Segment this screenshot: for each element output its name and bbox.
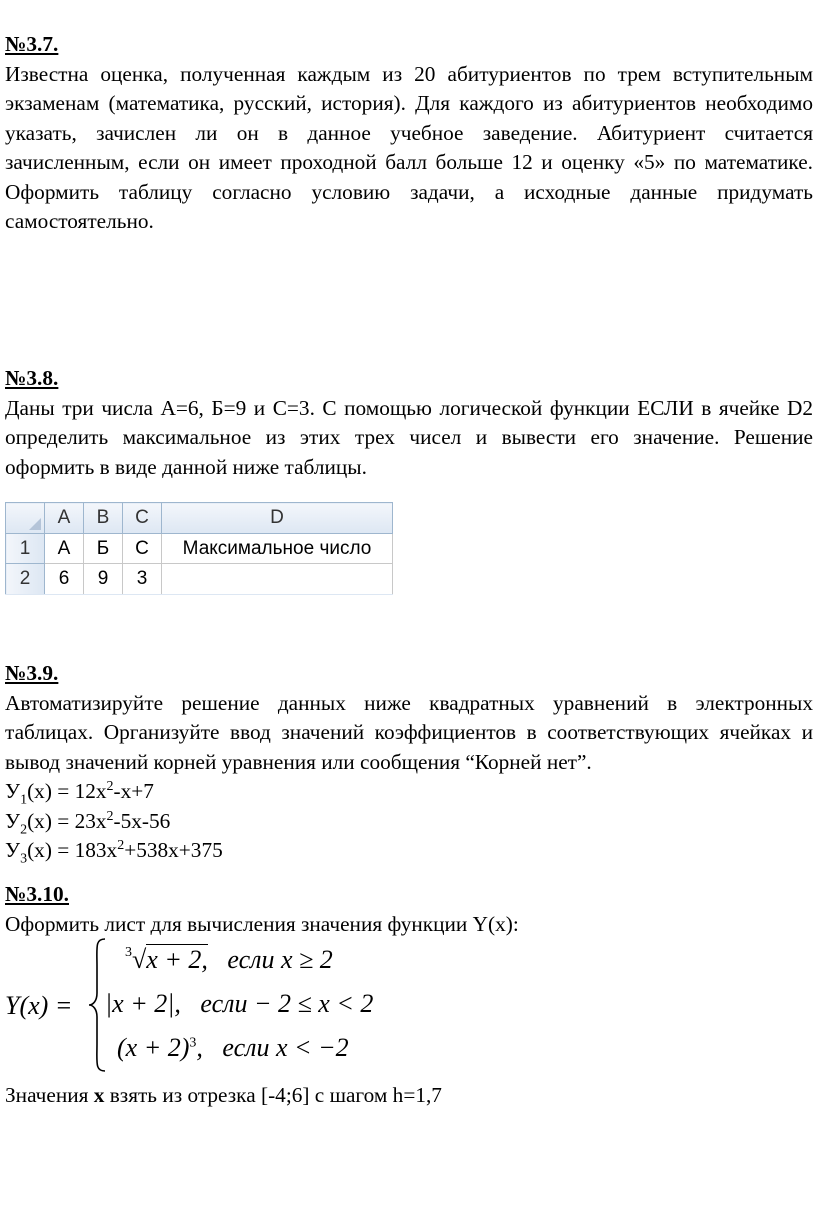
case-1-expression: x + 2, <box>146 945 208 974</box>
cell-b2[interactable]: 9 <box>84 564 123 595</box>
task-3-8-text: Даны три числа А=6, Б=9 и С=3. С помощью логической функции ЕСЛИ в ячейке D2 определить максимальное из этих трех чисел и вывести его значение. Решение оформить в виде данной ниже таблицы. <box>5 395 813 479</box>
col-header-c[interactable]: C <box>123 503 162 534</box>
formula-case-1 <box>125 945 333 980</box>
spreadsheet-example <box>5 502 393 595</box>
case-1-condition: если x ≥ 2 <box>227 945 333 974</box>
task-3-8 <box>5 364 813 482</box>
cell-c1[interactable]: С <box>123 533 162 564</box>
radical-sign-icon: √ <box>132 945 147 974</box>
cell-d1[interactable]: Максимальное число <box>162 533 393 564</box>
left-brace-icon <box>87 937 107 1073</box>
task-3-7-heading: №3.7. <box>5 32 59 56</box>
case-2-condition: если − 2 ≤ x < 2 <box>200 989 374 1018</box>
case-3-expression: (x + 2) <box>117 1033 190 1062</box>
equation-1: $У_1(x) = 12x^2-x+7$ <box>5 778 154 808</box>
select-all-corner[interactable] <box>6 503 45 534</box>
cell-d2[interactable] <box>162 564 393 595</box>
equation-3: $У_3(x) = 183x^2+538x+375$ <box>5 837 223 867</box>
table-row <box>6 533 393 564</box>
col-header-a[interactable]: A <box>45 503 84 534</box>
root-index: 3 <box>125 945 132 960</box>
task-3-10 <box>5 880 519 939</box>
col-header-b[interactable]: B <box>84 503 123 534</box>
task-3-9-text: Автоматизируйте решение данных ниже квадратных уравнений в электронных таблицах. Организуйте ввод значений коэффициентов в соответствующих ячейках и вывод значений корней уравнения или сообщения “Корней нет”. <box>5 690 813 774</box>
task-3-8-heading: №3.8. <box>5 366 59 390</box>
task-3-7 <box>5 30 813 237</box>
task-3-10-text: Оформить лист для вычисления значения функции Y(x): <box>5 911 519 936</box>
row-header-1[interactable]: 1 <box>6 533 45 564</box>
cell-b1[interactable]: Б <box>84 533 123 564</box>
row-header-2[interactable]: 2 <box>6 564 45 595</box>
cell-a1[interactable]: А <box>45 533 84 564</box>
column-header-row <box>6 503 393 534</box>
table-row <box>6 564 393 595</box>
piecewise-function <box>5 937 425 1077</box>
case-3-exponent: 3 <box>189 1035 197 1051</box>
task-3-9 <box>5 659 813 866</box>
cell-a2[interactable]: 6 <box>45 564 84 595</box>
case-3-condition: если x < −2 <box>222 1033 349 1062</box>
formula-case-2 <box>105 989 373 1019</box>
task-3-7-text: Известна оценка, полученная каждым из 20 абитуриентов по трем вступительным экзаменам (математика, русский, история). Для каждого из абитуриентов необходимо указать, зачислен ли он в данное учебное заведение. Абитуриент считается зачисленным, если он имеет проходной балл больше 12 и оценку «5» по математике. Оформить таблицу согласно условию задачи, а исходные данные придумать самостоятельно. <box>5 61 813 233</box>
formula-lhs: Y(x) = <box>5 991 73 1020</box>
col-header-d[interactable]: D <box>162 503 393 534</box>
task-3-10-footer: Значения x взять из отрезка [-4;6] с шагом h=1,7 <box>5 1083 442 1107</box>
variable-x: x <box>93 1083 105 1107</box>
formula-case-3: $(x + 2)^3$, если x < −2 <box>117 1033 349 1062</box>
task-3-9-heading: №3.9. <box>5 661 59 685</box>
case-2-expression: |x + 2|, <box>105 989 181 1018</box>
equation-2: $У_2(x) = 23x^2-5x-56$ <box>5 808 171 837</box>
cell-c2[interactable]: 3 <box>123 564 162 595</box>
task-3-10-heading: №3.10. <box>5 882 69 906</box>
